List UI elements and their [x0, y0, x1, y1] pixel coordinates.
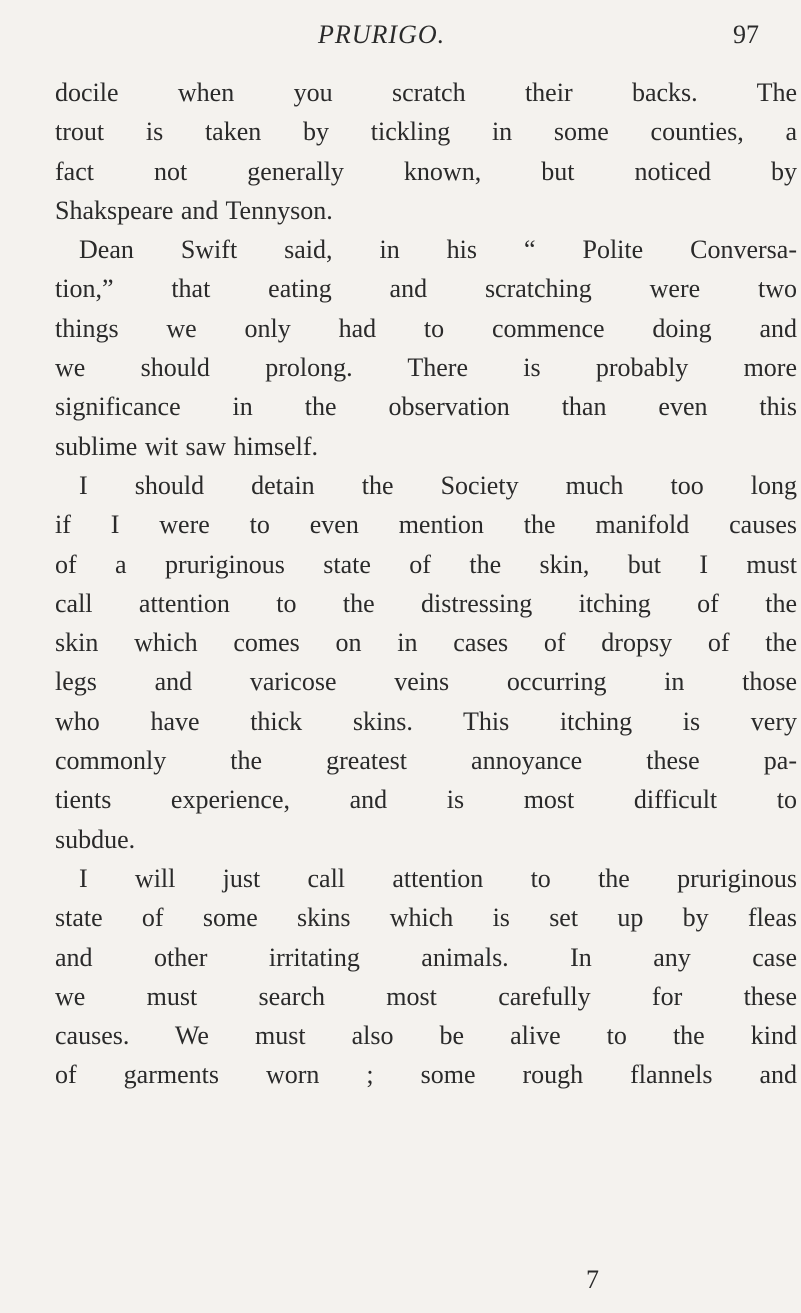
running-title: PRURIGO. [318, 20, 446, 49]
text-line: things we only had to commence doing and [55, 313, 797, 343]
text-line: Shakspeare and Tennyson. [55, 195, 333, 225]
text-line: fact not generally known, but noticed by [55, 156, 797, 186]
text-line: causes. We must also be alive to the kind [55, 1021, 797, 1051]
text-line: if I were to even mention the manifold causes [55, 510, 797, 540]
text-line: trout is taken by tickling in some counties, a [55, 117, 797, 147]
text-line: docile when you scratch their backs. The [55, 78, 797, 107]
text-line: significance in the observation than even this [55, 392, 797, 422]
text-line: legs and varicose veins occurring in those [55, 667, 797, 697]
body-text [55, 73, 797, 1095]
text-line: who have thick skins. This itching is very [55, 706, 797, 736]
running-head [0, 16, 801, 56]
text-line: I will just call attention to the pruriginous [79, 863, 797, 893]
text-line: sublime wit saw himself. [55, 431, 318, 461]
text-line: subdue. [55, 824, 136, 854]
text-line: we must search most carefully for these [55, 981, 797, 1011]
page-number: 97 [733, 20, 759, 49]
text-line: tion,” that eating and scratching were two [55, 274, 797, 304]
text-line: commonly the greatest annoyance these pa- [55, 746, 797, 776]
text-line: tients experience, and is most difficult to [55, 785, 797, 815]
text-line: skin which comes on in cases of dropsy of the [55, 628, 797, 658]
text-line: Dean Swift said, in his “ Polite Conversa- [79, 235, 797, 265]
text-line: and other irritating animals. In any case [55, 942, 797, 972]
text-line: we should prolong. There is probably more [55, 353, 797, 383]
text-line: of a pruriginous state of the skin, but I must [55, 549, 797, 579]
signature-mark: 7 [586, 1265, 599, 1294]
text-line: I should detain the Society much too long [79, 470, 797, 500]
text-line: call attention to the distressing itching of the [55, 588, 797, 618]
text-line: of garments worn ; some rough flannels and [55, 1060, 797, 1090]
text-line: state of some skins which is set up by fleas [55, 903, 797, 933]
